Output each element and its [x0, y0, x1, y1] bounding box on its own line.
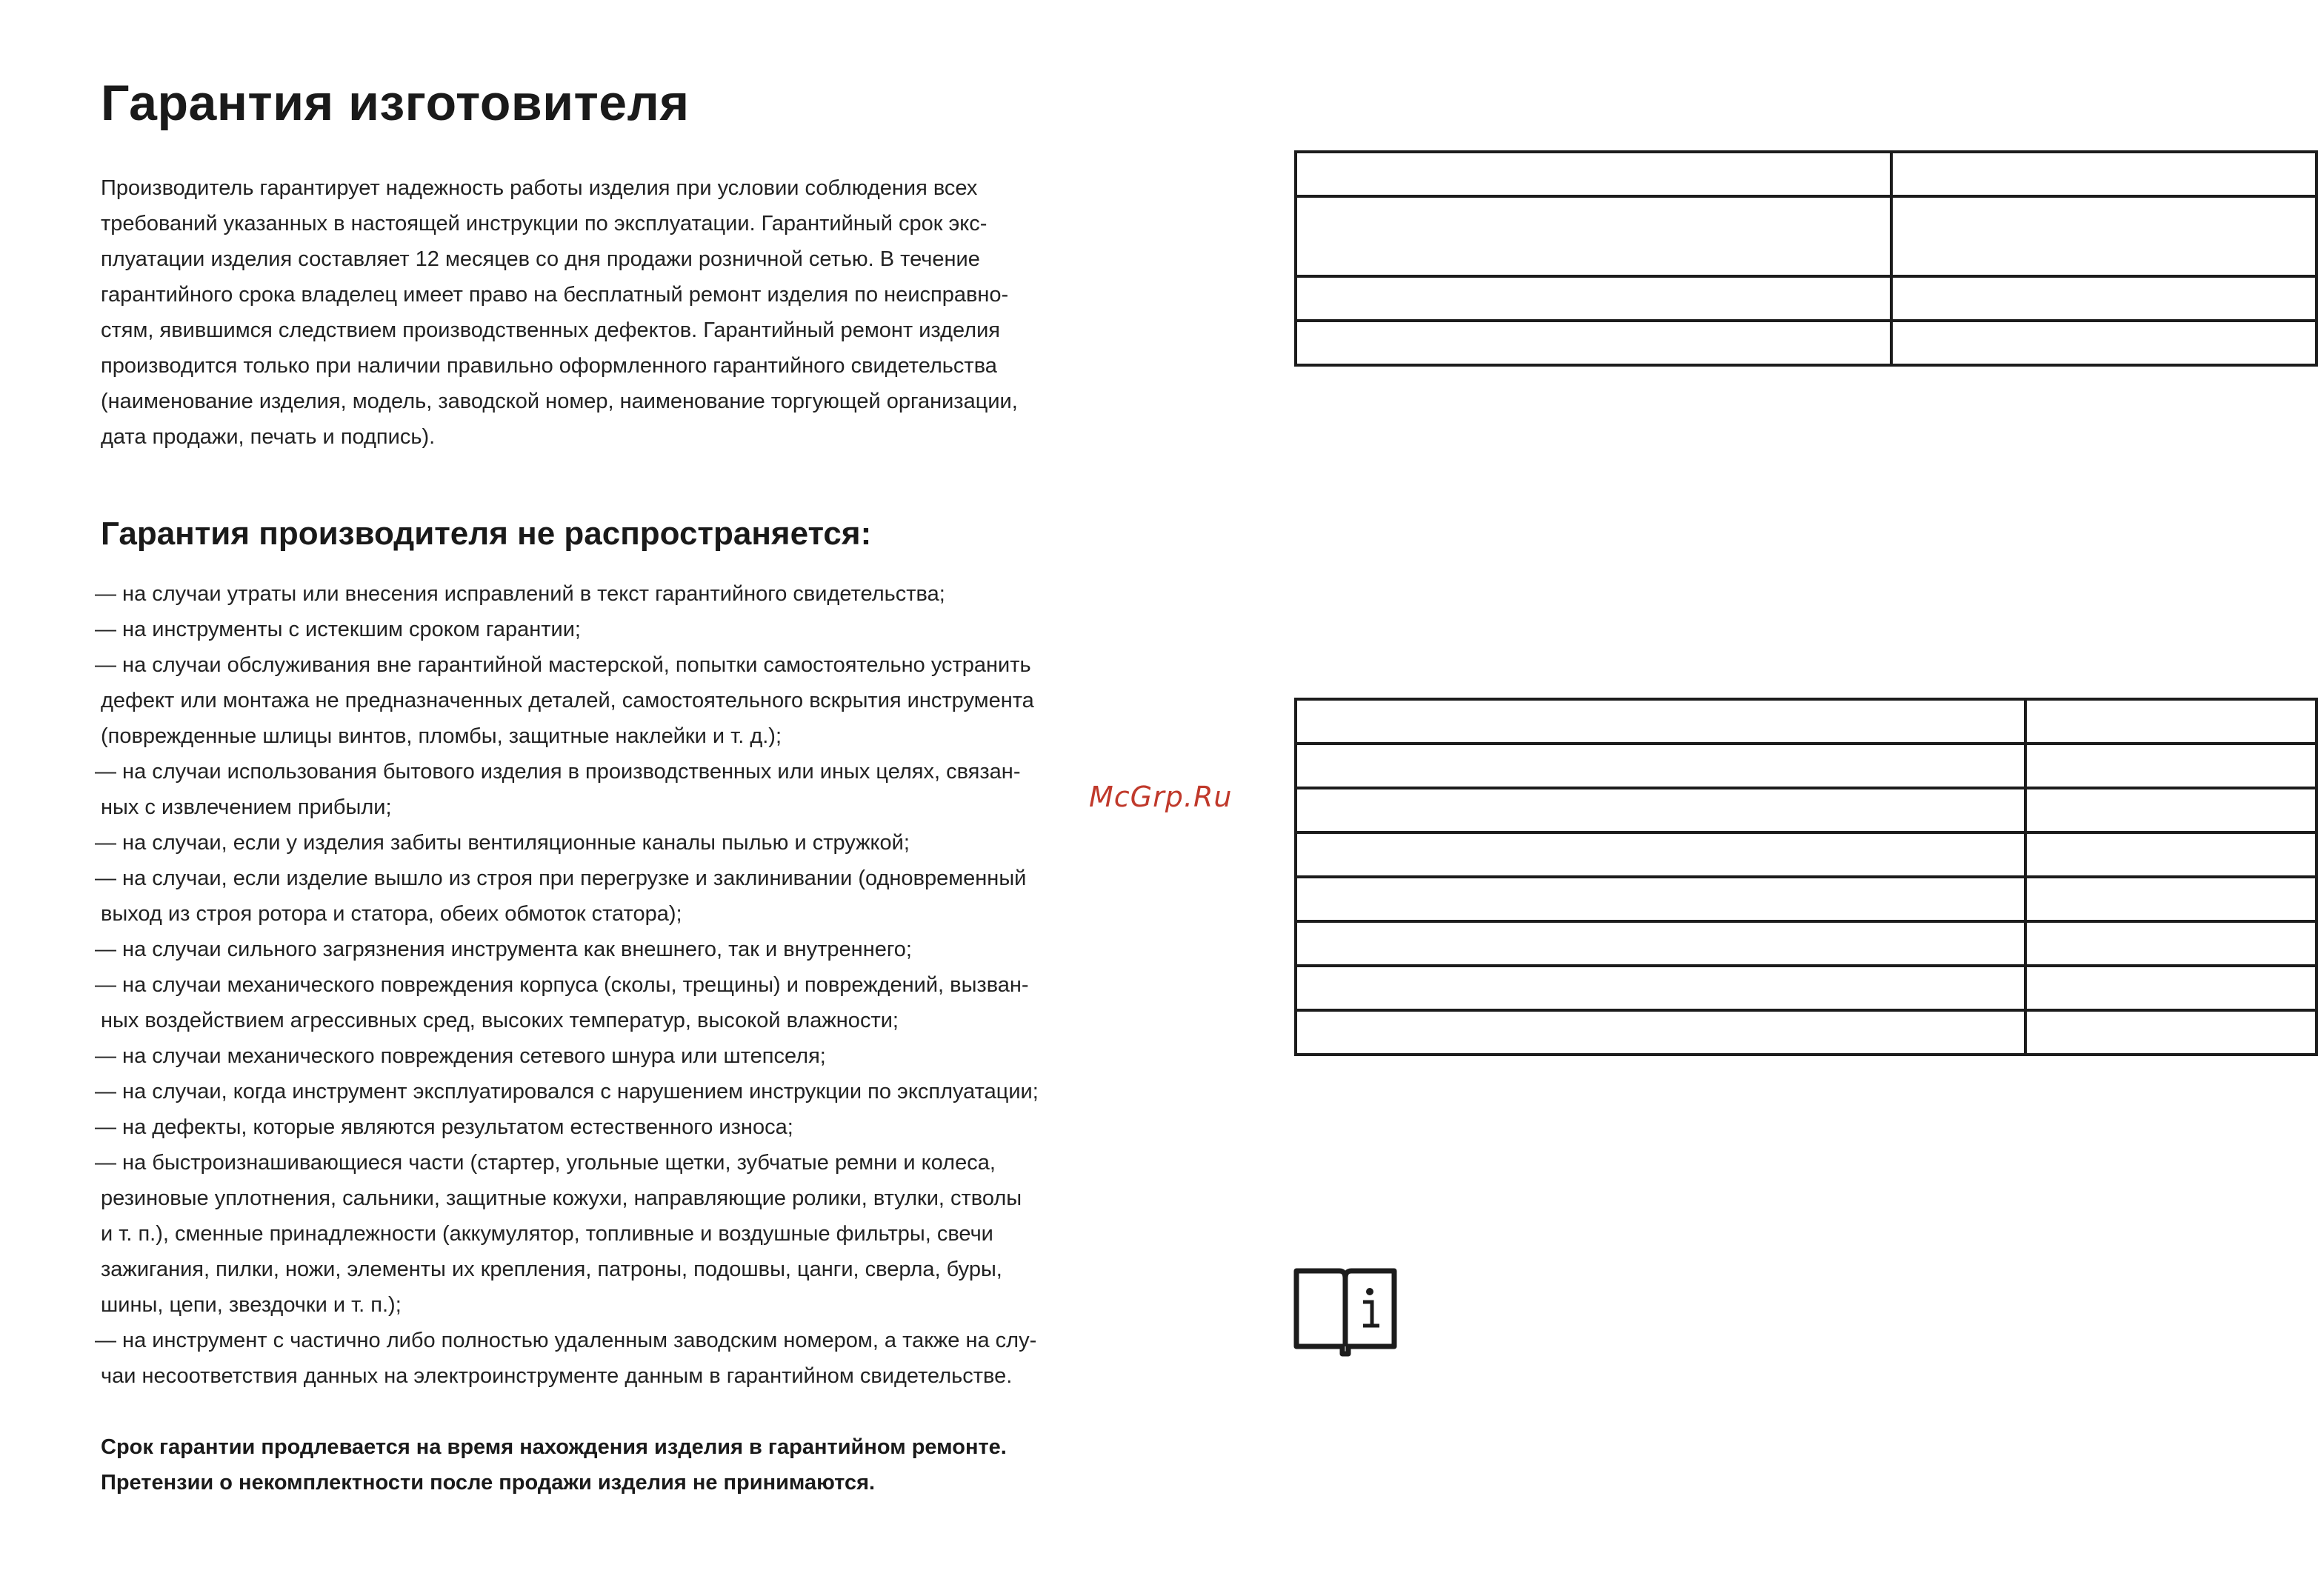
warranty-intro-paragraph [101, 170, 1138, 455]
table-cell [1891, 321, 2317, 365]
table-cell [1296, 321, 1891, 365]
table-cell [1891, 276, 2317, 321]
exclusions-list [95, 576, 1154, 1394]
table-cell [2025, 921, 2317, 966]
exclusion-line: (поврежденные шлицы винтов, пломбы, защитные наклейки и т. д.); [101, 724, 782, 748]
intro-line: стям, явившимся следствием производственных дефектов. Гарантийный ремонт изделия [101, 318, 1001, 342]
exclusion-line: выход из строя ротора и статора, обеих обмоток статора); [101, 902, 682, 926]
table-row [1296, 152, 2317, 196]
intro-line: Производитель гарантирует надежность работы изделия при условии соблюдения всех [101, 176, 978, 200]
table-cell [2025, 966, 2317, 1010]
page-title: Гарантия изготовителя [101, 75, 690, 131]
table-row [1296, 744, 2317, 788]
exclusion-line: — на случаи, когда инструмент эксплуатировался с нарушением инструкции по эксплуатации; [95, 1080, 1039, 1103]
table-cell [1296, 788, 2025, 832]
table-row [1296, 788, 2317, 832]
exclusions-heading: Гарантия производителя не распространяется: [101, 515, 872, 552]
exclusion-line: — на случаи механического повреждения сетевого шнура или штепселя; [95, 1044, 826, 1068]
table-cell [1296, 921, 2025, 966]
table-row [1296, 966, 2317, 1010]
table-row [1296, 832, 2317, 877]
table-cell [2025, 877, 2317, 921]
exclusion-line: — на случаи, если у изделия забиты вентиляционные каналы пылью и стружкой; [95, 831, 910, 855]
exclusion-line: дефект или монтажа не предназначенных деталей, самостоятельного вскрытия инструмента [101, 689, 1034, 712]
warranty-form-table-bottom [1294, 698, 2318, 1056]
exclusion-line: — на случаи утраты или внесения исправлений в текст гарантийного свидетельства; [95, 582, 945, 606]
table-row [1296, 877, 2317, 921]
table-row [1296, 321, 2317, 365]
exclusion-line: — на инструменты с истекшим сроком гарантии; [95, 618, 581, 641]
table-cell [1296, 152, 1891, 196]
intro-line: дата продажи, печать и подпись). [101, 425, 436, 449]
table-row [1296, 921, 2317, 966]
watermark: McGrp.Ru [1089, 781, 1233, 813]
table-cell [2025, 744, 2317, 788]
intro-line: требований указанных в настоящей инструкции по эксплуатации. Гарантийный срок экс- [101, 212, 988, 236]
table-cell [1891, 152, 2317, 196]
table-cell [1296, 832, 2025, 877]
warranty-form-table-top [1294, 150, 2318, 367]
note-line: Срок гарантии продлевается на время нахождения изделия в гарантийном ремонте. [101, 1435, 1007, 1459]
exclusion-line: ных с извлечением прибыли; [101, 795, 392, 819]
intro-line: (наименование изделия, модель, заводской номер, наименование торгующей организации, [101, 390, 1018, 413]
exclusion-line: — на дефекты, которые являются результатом естественного износа; [95, 1115, 793, 1139]
table-cell [2025, 832, 2317, 877]
table-cell [1296, 276, 1891, 321]
exclusion-line: и т. п.), сменные принадлежности (аккумулятор, топливные и воздушные фильтры, свечи [101, 1222, 993, 1246]
table-cell [1296, 1010, 2025, 1055]
exclusion-line: зажигания, пилки, ножи, элементы их крепления, патроны, подошвы, цанги, сверла, буры, [101, 1258, 1002, 1281]
intro-line: гарантийного срока владелец имеет право на бесплатный ремонт изделия по неисправно- [101, 283, 1009, 307]
exclusion-line: резиновые уплотнения, сальники, защитные кожухи, направляющие ролики, втулки, стволы [101, 1186, 1022, 1210]
table-row [1296, 276, 2317, 321]
exclusion-line: — на случаи сильного загрязнения инструмента как внешнего, так и внутреннего; [95, 938, 912, 961]
table-cell [1296, 699, 2025, 744]
table-cell [1296, 966, 2025, 1010]
book-info-icon [1293, 1268, 1397, 1360]
table-cell [1296, 877, 2025, 921]
exclusion-line: — на быстроизнашивающиеся части (стартер, угольные щетки, зубчатые ремни и колеса, [95, 1151, 996, 1175]
intro-line: плуатации изделия составляет 12 месяцев со дня продажи розничной сетью. В течение [101, 247, 980, 271]
table-cell [1296, 196, 1891, 276]
table-cell [2025, 788, 2317, 832]
table-row [1296, 699, 2317, 744]
exclusion-line: чаи несоответствия данных на электроинструменте данным в гарантийном свидетельстве. [101, 1364, 1013, 1388]
exclusion-line: — на случаи использования бытового изделия в производственных или иных целях, связан- [95, 760, 1021, 784]
table-row [1296, 1010, 2317, 1055]
table-cell [1296, 744, 2025, 788]
table-cell [2025, 699, 2317, 744]
intro-line: производится только при наличии правильно оформленного гарантийного свидетельства [101, 354, 997, 378]
table-cell [2025, 1010, 2317, 1055]
note-line: Претензии о некомплектности после продажи изделия не принимаются. [101, 1471, 876, 1495]
exclusion-line: — на инструмент с частично либо полностью удаленным заводским номером, а также на слу- [95, 1329, 1037, 1352]
warranty-notes [101, 1429, 1007, 1500]
exclusion-line: — на случаи механического повреждения корпуса (сколы, трещины) и повреждений, вызван- [95, 973, 1029, 997]
exclusion-line: — на случаи обслуживания вне гарантийной мастерской, попытки самостоятельно устранить [95, 653, 1031, 677]
exclusion-line: ных воздействием агрессивных сред, высоких температур, высокой влажности; [101, 1009, 899, 1032]
table-row [1296, 196, 2317, 276]
table-cell [1891, 196, 2317, 276]
exclusion-line: — на случаи, если изделие вышло из строя при перегрузке и заклинивании (одновременный [95, 867, 1027, 890]
exclusion-line: шины, цепи, звездочки и т. п.); [101, 1293, 402, 1317]
